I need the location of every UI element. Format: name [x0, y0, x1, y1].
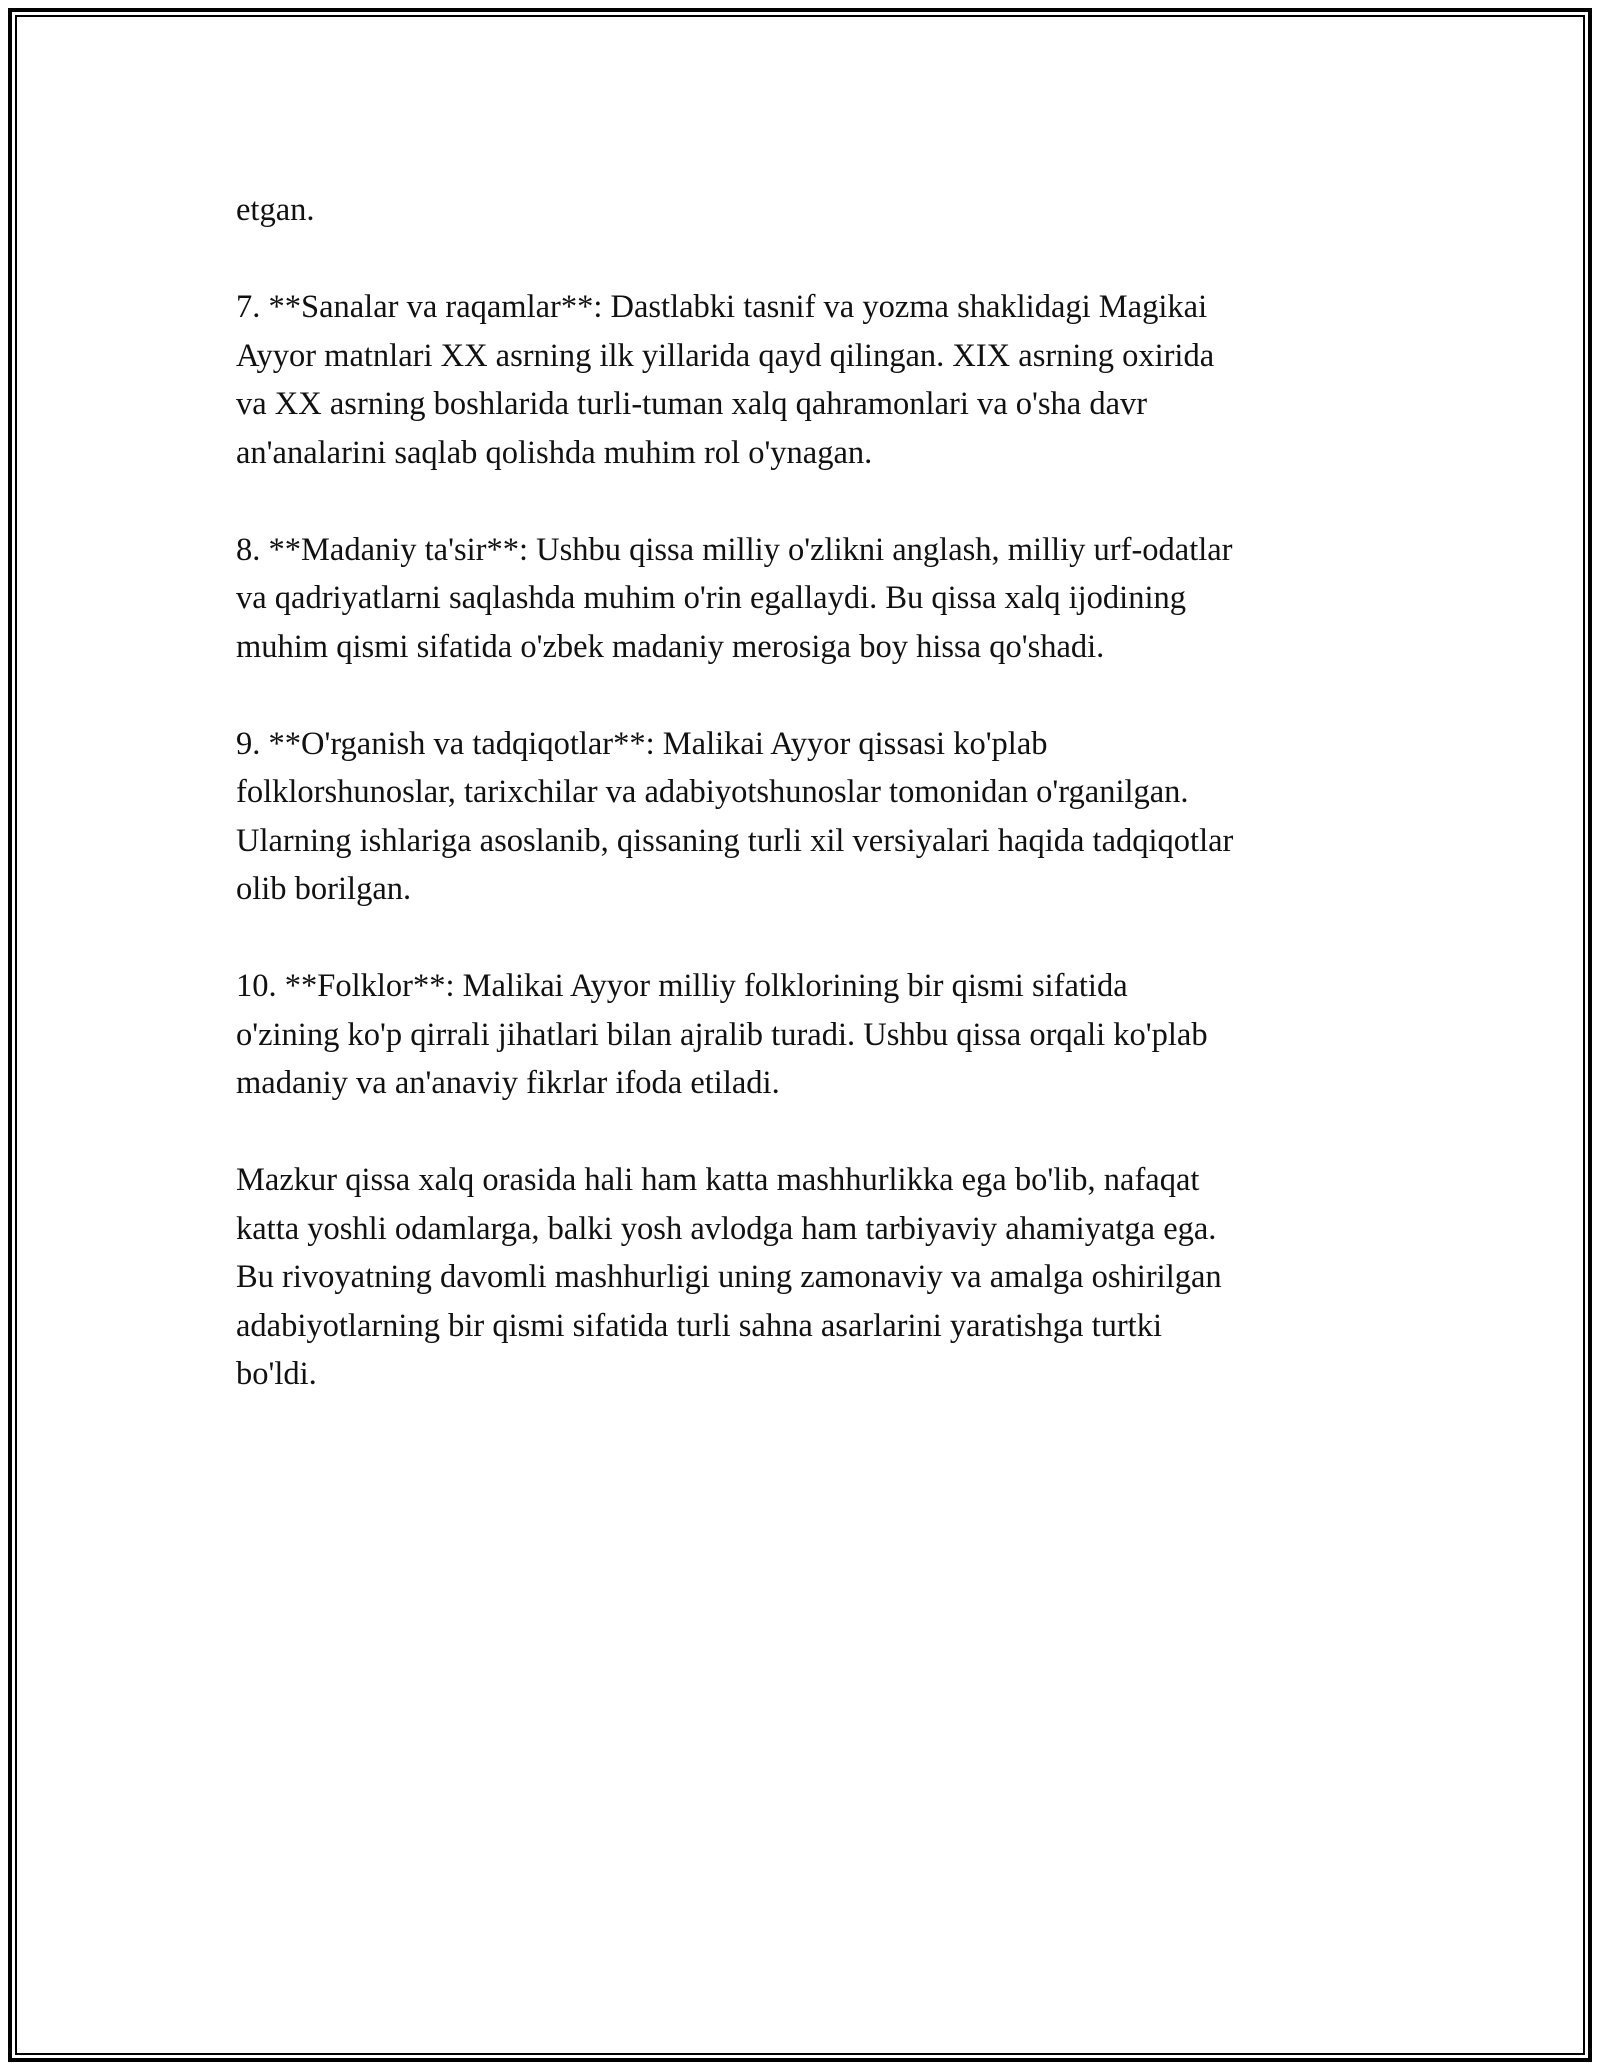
paragraph-item-10 — [236, 962, 1376, 1108]
text-line: Bu rivoyatning davomli mashhurligi uning zamonaviy va amalga oshirilgan — [236, 1259, 1222, 1295]
paragraph-item-8 — [236, 526, 1376, 672]
text-line: Ularning ishlariga asoslanib, qissaning turli xil versiyalari haqida tadqiqotlar — [236, 822, 1234, 859]
text-line: an'analarini saqlab qolishda muhim rol o'ynagan. — [236, 434, 873, 471]
text-line: va XX asrning boshlarida turli-tuman xalq qahramonlari va o'sha davr — [236, 386, 1148, 422]
text-line: 8. **Madaniy ta'sir**: Ushbu qissa milliy o'zlikni anglash, milliy urf-odatlar — [236, 531, 1233, 568]
text-line: 9. **O'rganish va tadqiqotlar**: Malikai Ayyor qissasi ko'plab — [236, 725, 1048, 762]
paragraph-item-7 — [236, 283, 1376, 477]
text-line: muhim qismi sifatida o'zbek madaniy merosiga boy hissa qo'shadi. — [236, 628, 1105, 665]
text-line: Mazkur qissa xalq orasida hali ham katta mashhurlikka ega bo'lib, nafaqat — [236, 1162, 1200, 1198]
text-line: madaniy va an'anaviy fikrlar ifoda etiladi. — [236, 1065, 780, 1101]
text-line: katta yoshli odamlarga, balki yosh avlodga ham tarbiyaviy ahamiyatga ega. — [236, 1210, 1217, 1247]
text-line: 7. **Sanalar va raqamlar**: Dastlabki tasnif va yozma shaklidagi Magikai — [236, 289, 1208, 325]
text-line: o'zining ko'p qirrali jihatlari bilan ajralib turadi. Ushbu qissa orqali ko'plab — [236, 1016, 1208, 1053]
text-line: olib borilgan. — [236, 871, 412, 907]
paragraph-conclusion — [236, 1156, 1376, 1399]
text-line: 10. **Folklor**: Malikai Ayyor milliy folklorining bir qismi sifatida — [236, 968, 1128, 1004]
text-line: adabiyotlarning bir qismi sifatida turli sahna asarlarini yaratishga turtki — [236, 1307, 1162, 1344]
text-line: Ayyor matnlari XX asrning ilk yillarida qayd qilingan. XIX asrning oxirida — [236, 337, 1215, 374]
text-line: va qadriyatlarni saqlashda muhim o'rin egallaydi. Bu qissa xalq ijodining — [236, 580, 1186, 616]
text-line: folklorshunoslar, tarixchilar va adabiyotshunoslar tomonidan o'rganilgan. — [236, 774, 1189, 810]
text-line: etgan. — [236, 192, 315, 228]
document-body — [236, 186, 1376, 1399]
paragraph-continuation — [236, 186, 1376, 235]
paragraph-item-9 — [236, 720, 1376, 914]
text-line: bo'ldi. — [236, 1356, 317, 1392]
